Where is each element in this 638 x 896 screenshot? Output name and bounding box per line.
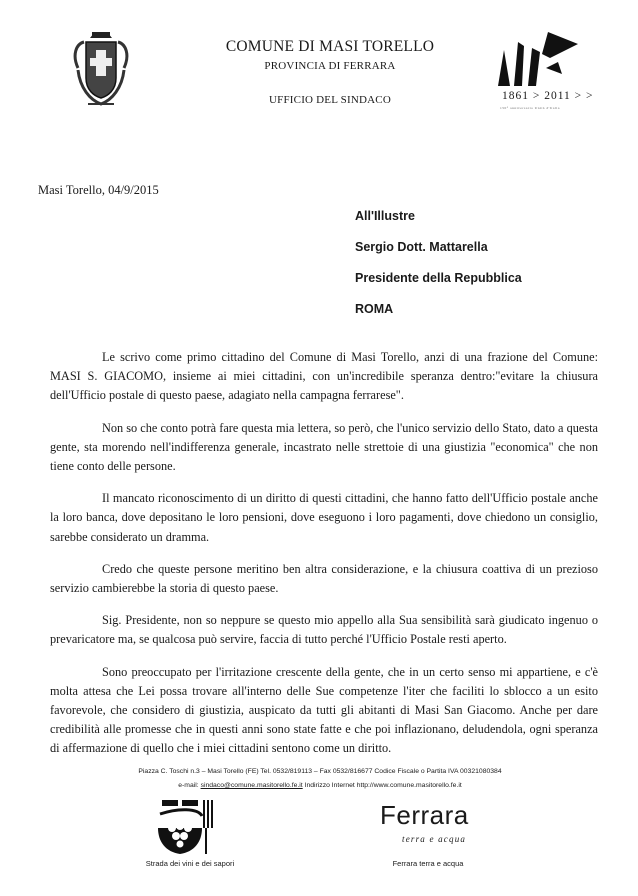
- anniversary-sublabel: 150° anniversario Unità d'Italia: [500, 106, 560, 110]
- paragraph: Sig. Presidente, non so neppure se questo mio appello alla Sua sensibilità sarà giudicato ingenuo o prevaricatore ma, se qualcosa può servire, faccia di tutto perché l'Ufficio Postale resti aperto.: [50, 613, 598, 647]
- municipal-crest-icon: [70, 30, 132, 110]
- grapes-fork-knife-logo-icon: [148, 798, 228, 856]
- recipient-line-4: ROMA: [355, 302, 394, 316]
- recipient-line-3: Presidente della Repubblica: [355, 271, 522, 285]
- paragraph: Le scrivo come primo cittadino del Comune di Masi Torello, anzi di una frazione del Comune: MASI S. GIACOMO, insieme ai miei cittadini, con un'incredibile speranza dentro:"evitare la chiusura dell'Ufficio postale di questo paese, adagiato nella campagna ferrarese".: [50, 350, 598, 403]
- paragraph: Non so che conto potrà fare questa mia lettera, so però, che l'unico servizio dello Stato, dato a questa gente, sta morendo nell'indifferenza generale, incastrato nelle strettoie di una giustizia "economica" che non tiene conto delle persone.: [50, 420, 598, 474]
- strada-caption: Strada dei vini e dei sapori: [145, 859, 235, 868]
- ferrara-caption: Ferrara terra e acqua: [392, 859, 464, 868]
- footer-address: Piazza C. Toschi n.3 – Masi Torello (FE) Tel. 0532/819113 – Fax 0532/816677 Codice Fiscale o Partita IVA 00321080384: [138, 768, 502, 775]
- anniversary-label: 1861 > 2011 > >: [502, 90, 594, 102]
- recipient-line-2: Sergio Dott. Mattarella: [355, 240, 488, 254]
- internet-address: Indirizzo Internet http://www.comune.masitorello.fe.it: [304, 782, 462, 789]
- place-date: Masi Torello, 04/9/2015: [38, 183, 159, 197]
- paragraph: Credo che queste persone meritino ben altra considerazione, e la chiusura coattiva di un prezioso servizio cambierebbe la storia di questo paese.: [50, 561, 598, 596]
- footer-contacts: [40, 782, 600, 789]
- letter-body: [50, 348, 598, 772]
- email-label: e-mail:: [178, 782, 199, 789]
- province-name: PROVINCIA DI FERRARA: [264, 60, 396, 72]
- paragraph: Il mancato riconoscimento di un diritto di questi cittadini, che hanno fatto dell'Ufficio postale anche la loro banca, dove depositano le loro pensioni, dove eseguono i loro pagamenti, dove chiedono un consiglio, sarebbe considerato un dramma.: [50, 491, 598, 544]
- ferrara-logo: Ferrara: [380, 800, 469, 830]
- ferrara-tagline: terra e acqua: [402, 834, 467, 844]
- office-name: UFFICIO DEL SINDACO: [269, 94, 391, 106]
- paragraph: Sono preoccupato per l'irritazione crescente della gente, che in un certo senso mi appartiene, e c'è molta attesa che Lei possa trovare all'interno delle Sue competenze l'iter che faciliti lo sblocco a un esito favorevole, che considero di giustizia, auspicato da tutti gli abitanti di Masi San Giacomo. Anche per dare credibilità alle promesse che in questi anni sono state fatte e che poi inflazionano, deludendola, ogni speranza di affermazione di quello che i miei cittadini sentono come un diritto.: [50, 664, 598, 756]
- municipality-name: COMUNE DI MASI TORELLO: [225, 38, 435, 55]
- email-link[interactable]: sindaco@comune.masitorello.fe.it: [200, 782, 303, 789]
- recipient-line-1: All'Illustre: [355, 209, 415, 223]
- unity-anniversary-logo-icon: [488, 28, 608, 88]
